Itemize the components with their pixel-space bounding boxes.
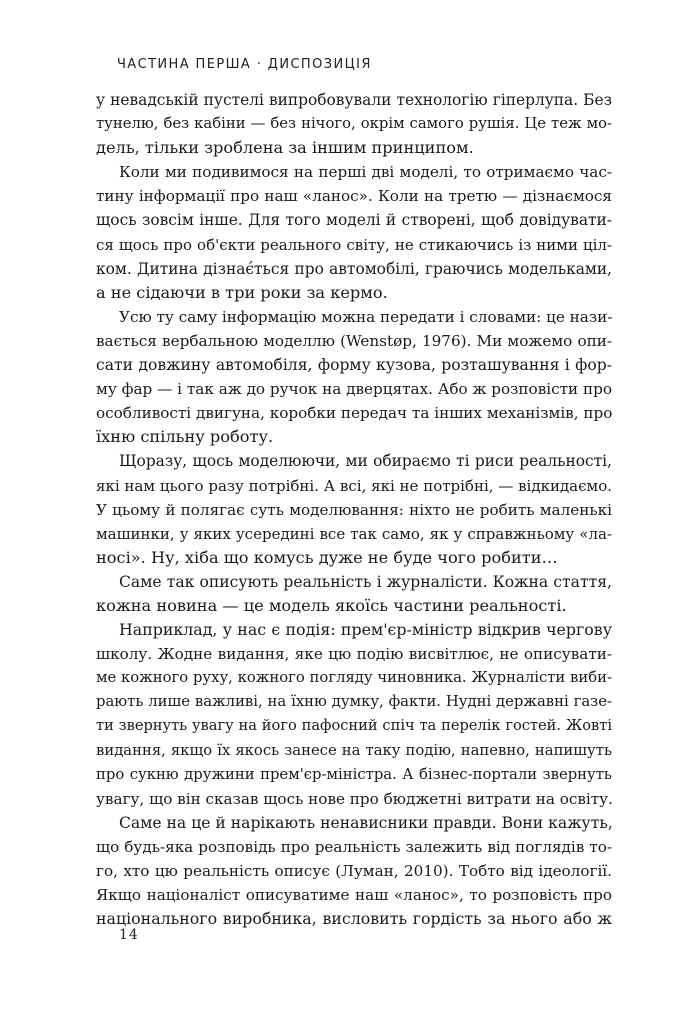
page-number: 14: [119, 927, 139, 943]
text-line: увагу, що він сказав щось нове про бюджетні витрати на освіту.: [96, 789, 613, 808]
text-line: носі». Ну, хіба що комусь дуже не буде чого робити…: [96, 547, 558, 567]
text-line: а не сідаючи в три роки за кермо.: [96, 282, 388, 302]
text-line: Саме на це й нарікають ненависники правди. Вони кажуть,: [119, 813, 613, 832]
text-line: тину інформації про наш «ланос». Коли на третю — дізнаємося: [96, 187, 612, 206]
text-line: їхню спільну роботу.: [96, 427, 274, 447]
text-line: ти звернуть увагу на його пафосний спіч та перелік гостей. Жовті: [96, 717, 612, 735]
text-line: Наприклад, у нас є подія: прем'єр-міністр відкрив чергову: [119, 620, 612, 640]
text-line: рають лише важливі, на їхню думку, факти. Нудні державні газе-: [96, 693, 612, 711]
text-line: про сукню дружини прем'єр-міністра. А бізнес-портали звернуть: [96, 765, 612, 783]
running-head: ЧАСТИНА ПЕРША · ДИСПОЗИЦІЯ: [117, 57, 372, 72]
text-line: у невадській пустелі випробовували технологію гіперлупа. Без: [96, 91, 612, 109]
text-line: У цьому й полягає суть моделювання: ніхто не робить маленькі: [96, 500, 612, 519]
text-line: які нам цього разу потрібні. А всі, які не потрібні, — відкидаємо.: [96, 476, 612, 495]
text-line: Якщо націоналіст описуватиме наш «ланос», то розповість про: [96, 886, 612, 905]
text-line: Саме так описують реальність і журналісти. Кожна стаття,: [119, 572, 612, 591]
body-text: [96, 88, 612, 931]
text-line: національного виробника, висловить гордість за нього або ж: [96, 909, 612, 929]
text-line: го, хто цю реальність описує (Луман, 2010). Тобто від ідеології.: [96, 862, 612, 880]
text-line: Усю ту саму інформацію можна передати і словами: це нази-: [119, 307, 613, 326]
text-line: Коли ми подивимося на перші дві моделі, то отримаємо час-: [119, 163, 612, 182]
text-line: машинки, у яких усередині все так само, як у справжньому «ла-: [96, 524, 612, 543]
text-line: дель, тільки зроблена за іншим принципом.: [96, 138, 474, 158]
text-line: ся щось про об'єкти реального світу, не стикаючись із ними ціл-: [96, 235, 612, 254]
text-line: Щоразу, щось моделюючи, ми обираємо ті риси реальності,: [119, 452, 612, 471]
text-line: ком. Дитина дізнає́ться про автомобілі, граючись модельками,: [96, 259, 612, 278]
text-line: му фар — і так аж до ручок на дверцятах. Або ж розповісти про: [96, 380, 612, 399]
text-line: кожна новина — це модель якоїсь частини реальності.: [96, 595, 567, 615]
text-line: щось зовсім інше. Для того моделі й створені, щоб довідувати-: [96, 211, 612, 230]
text-line: сати довжину автомобіля, форму кузова, розташування і фор-: [96, 356, 612, 375]
text-line: ме кожного руху, кожного погляду чиновника. Журналісти виби-: [96, 669, 612, 687]
text-line: видання, якщо їх якось занесе на таку подію, напевно, напишуть: [96, 741, 612, 759]
text-line: тунелю, без кабіни — без нічого, окрім самого рушія. Це теж мо-: [96, 115, 612, 133]
text-line: що будь-яка розповідь про реальність залежить від поглядів то-: [96, 837, 612, 856]
text-line: вається вербальною моделлю (Wenstøp, 1976). Ми можемо опи-: [96, 331, 612, 350]
text-line: школу. Жодне видання, яке цю подію висвітлює, не описувати-: [96, 645, 612, 664]
text-line: особливості двигуна, коробки передач та інших механізмів, про: [96, 404, 613, 423]
